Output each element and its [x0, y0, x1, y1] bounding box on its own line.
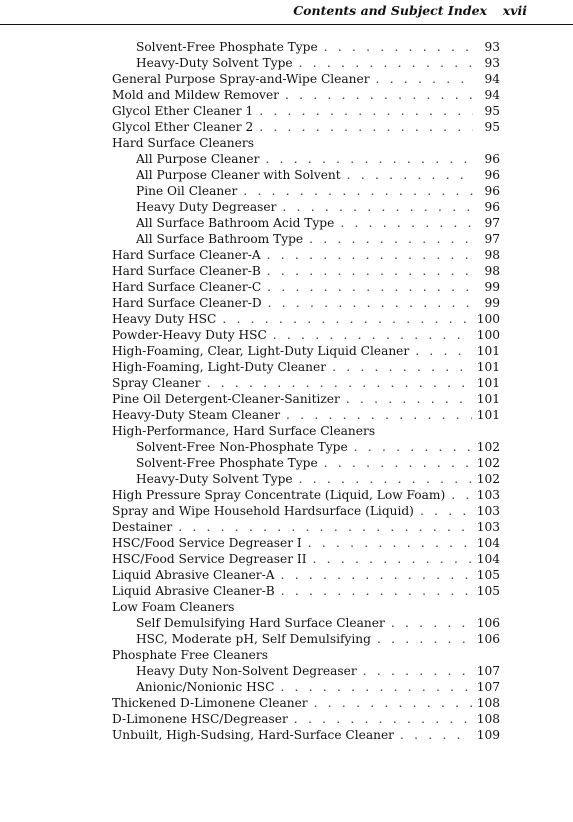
entry-title: All Purpose Cleaner [136, 152, 260, 166]
entry-title: Solvent-Free Phosphate Type [136, 456, 318, 470]
entry-title: Thickened D-Limonene Cleaner [112, 696, 308, 710]
dot-leader [340, 215, 473, 231]
entry-page-number: 93 [484, 40, 500, 54]
entry-title: HSC, Moderate pH, Self Demulsifying [136, 632, 371, 646]
entry-page-number: 100 [476, 328, 500, 342]
dot-leader [222, 311, 471, 327]
entry-title: Heavy-Duty Solvent Type [136, 472, 293, 486]
toc-section-heading [112, 647, 500, 663]
toc-entry [112, 199, 500, 215]
entry-title: Solvent-Free Non-Phosphate Type [136, 440, 348, 454]
entry-title: HSC/Food Service Degreaser II [112, 552, 307, 566]
entry-title: High Pressure Spray Concentrate (Liquid, Low Foam) [112, 488, 446, 502]
entry-page-number: 95 [484, 104, 500, 118]
dot-leader [314, 695, 472, 711]
toc-entry [112, 359, 500, 375]
dot-leader [294, 711, 472, 727]
toc-entry [112, 375, 500, 391]
dot-leader [265, 151, 473, 167]
entry-title: Heavy Duty Non-Solvent Degreaser [136, 664, 357, 678]
entry-page-number: 101 [476, 408, 500, 422]
entry-title: Phosphate Free Cleaners [112, 648, 268, 662]
entry-page-number: 96 [484, 152, 500, 166]
toc-entry [112, 439, 500, 455]
toc-section-heading [112, 599, 500, 615]
entry-page-number: 99 [484, 280, 500, 294]
toc-entry [112, 455, 500, 471]
entry-title: Glycol Ether Cleaner 1 [112, 104, 254, 118]
page-header [0, 0, 573, 25]
entry-title: Spray Cleaner [112, 376, 201, 390]
entry-page-number: 94 [484, 88, 500, 102]
entry-page-number: 104 [476, 536, 500, 550]
entry-title: Spray and Wipe Household Hardsurface (Liquid) [112, 504, 414, 518]
toc-entry [112, 407, 500, 423]
dot-leader [347, 167, 473, 183]
dot-leader [377, 631, 472, 647]
dot-leader [324, 455, 472, 471]
toc-entry [112, 663, 500, 679]
entry-page-number: 95 [484, 120, 500, 134]
dot-leader [268, 295, 473, 311]
entry-page-number: 101 [476, 392, 500, 406]
entry-page-number: 106 [476, 616, 500, 630]
entry-page-number: 97 [484, 232, 500, 246]
entry-title: General Purpose Spray-and-Wipe Cleaner [112, 72, 370, 86]
entry-page-number: 101 [476, 344, 500, 358]
entry-page-number: 107 [476, 664, 500, 678]
entry-page-number: 96 [484, 168, 500, 182]
toc-entry [112, 711, 500, 727]
toc-entry [112, 167, 500, 183]
toc-entry [112, 215, 500, 231]
entry-title: Solvent-Free Phosphate Type [136, 40, 318, 54]
entry-page-number: 98 [484, 248, 500, 262]
entry-title: Liquid Abrasive Cleaner-B [112, 584, 275, 598]
dot-leader [376, 71, 473, 87]
contents-list [112, 39, 500, 743]
dot-leader [363, 663, 472, 679]
dot-leader [332, 359, 472, 375]
toc-entry [112, 183, 500, 199]
header-page-number: xvii [502, 3, 527, 18]
entry-title: Pine Oil Detergent-Cleaner-Sanitizer [112, 392, 340, 406]
dot-leader [281, 567, 472, 583]
dot-leader [178, 519, 472, 535]
toc-entry [112, 519, 500, 535]
toc-entry [112, 567, 500, 583]
dot-leader [273, 327, 472, 343]
toc-entry [112, 71, 500, 87]
entry-title: All Surface Bathroom Acid Type [136, 216, 335, 230]
toc-entry [112, 151, 500, 167]
entry-title: Unbuilt, High-Sudsing, Hard-Surface Cleaner [112, 728, 395, 742]
entry-title: Liquid Abrasive Cleaner-A [112, 568, 275, 582]
dot-leader [324, 39, 473, 55]
toc-entry [112, 119, 500, 135]
entry-page-number: 93 [484, 56, 500, 70]
entry-page-number: 99 [484, 296, 500, 310]
toc-entry [112, 583, 500, 599]
dot-leader [207, 375, 472, 391]
entry-title: Hard Surface Cleaner-C [112, 280, 262, 294]
dot-leader [259, 103, 473, 119]
entry-page-number: 104 [476, 552, 500, 566]
toc-entry [112, 247, 500, 263]
entry-page-number: 102 [476, 472, 500, 486]
toc-entry [112, 55, 500, 71]
dot-leader [313, 551, 472, 567]
dot-leader [400, 727, 472, 743]
toc-entry [112, 503, 500, 519]
dot-leader [259, 119, 473, 135]
dot-leader [346, 391, 472, 407]
entry-title: Heavy Duty Degreaser [136, 200, 277, 214]
entry-page-number: 96 [484, 200, 500, 214]
entry-title: Powder-Heavy Duty HSC [112, 328, 267, 342]
toc-entry [112, 231, 500, 247]
entry-title: Pine Oil Cleaner [136, 184, 238, 198]
toc-entry [112, 615, 500, 631]
entry-title: Heavy Duty HSC [112, 312, 217, 326]
dot-leader [391, 615, 472, 631]
toc-entry [112, 327, 500, 343]
entry-title: Hard Surface Cleaners [112, 136, 254, 150]
entry-page-number: 107 [476, 680, 500, 694]
toc-entry [112, 343, 500, 359]
dot-leader [285, 87, 473, 103]
toc-entry [112, 551, 500, 567]
dot-leader [309, 231, 473, 247]
dot-leader [420, 503, 472, 519]
dot-leader [267, 247, 473, 263]
entry-title: HSC/Food Service Degreaser I [112, 536, 302, 550]
entry-title: High-Foaming, Light-Duty Cleaner [112, 360, 327, 374]
entry-page-number: 108 [476, 712, 500, 726]
toc-entry [112, 535, 500, 551]
toc-entry [112, 103, 500, 119]
entry-page-number: 108 [476, 696, 500, 710]
dot-leader [354, 439, 472, 455]
dot-leader [299, 55, 473, 71]
toc-entry [112, 631, 500, 647]
dot-leader [451, 487, 472, 503]
dot-leader [299, 471, 472, 487]
entry-page-number: 102 [476, 440, 500, 454]
entry-title: Mold and Mildew Remover [112, 88, 279, 102]
entry-title: Glycol Ether Cleaner 2 [112, 120, 254, 134]
entry-title: Hard Surface Cleaner-B [112, 264, 261, 278]
entry-title: High-Foaming, Clear, Light-Duty Liquid Cleaner [112, 344, 410, 358]
entry-page-number: 103 [476, 488, 500, 502]
entry-title: Heavy-Duty Solvent Type [136, 56, 293, 70]
entry-page-number: 94 [484, 72, 500, 86]
entry-title: Hard Surface Cleaner-D [112, 296, 262, 310]
dot-leader [267, 263, 473, 279]
header-title: Contents and Subject Index [293, 3, 487, 18]
entry-title: High-Performance, Hard Surface Cleaners [112, 424, 376, 438]
entry-title: Low Foam Cleaners [112, 600, 235, 614]
toc-entry [112, 279, 500, 295]
toc-entry [112, 295, 500, 311]
entry-title: Hard Surface Cleaner-A [112, 248, 261, 262]
dot-leader [267, 279, 473, 295]
entry-title: Self Demulsifying Hard Surface Cleaner [136, 616, 385, 630]
entry-title: Heavy-Duty Steam Cleaner [112, 408, 281, 422]
toc-entry [112, 263, 500, 279]
entry-page-number: 98 [484, 264, 500, 278]
toc-entry [112, 679, 500, 695]
entry-page-number: 103 [476, 504, 500, 518]
dot-leader [243, 183, 473, 199]
entry-page-number: 101 [476, 360, 500, 374]
entry-title: D-Limonene HSC/Degreaser [112, 712, 288, 726]
entry-page-number: 101 [476, 376, 500, 390]
dot-leader [308, 535, 472, 551]
entry-page-number: 106 [476, 632, 500, 646]
toc-entry [112, 391, 500, 407]
entry-page-number: 100 [476, 312, 500, 326]
toc-entry [112, 311, 500, 327]
toc-entry [112, 87, 500, 103]
toc-entry [112, 695, 500, 711]
entry-page-number: 105 [476, 584, 500, 598]
toc-entry [112, 471, 500, 487]
entry-page-number: 96 [484, 184, 500, 198]
dot-leader [415, 343, 472, 359]
entry-page-number: 97 [484, 216, 500, 230]
toc-entry [112, 727, 500, 743]
toc-section-heading [112, 135, 500, 151]
entry-title: Destainer [112, 520, 173, 534]
dot-leader [280, 679, 471, 695]
entry-title: All Surface Bathroom Type [136, 232, 304, 246]
entry-page-number: 105 [476, 568, 500, 582]
toc-entry [112, 487, 500, 503]
toc-section-heading [112, 423, 500, 439]
entry-title: Anionic/Nonionic HSC [136, 680, 275, 694]
dot-leader [286, 407, 472, 423]
toc-entry [112, 39, 500, 55]
entry-page-number: 102 [476, 456, 500, 470]
entry-title: All Purpose Cleaner with Solvent [136, 168, 341, 182]
entry-page-number: 103 [476, 520, 500, 534]
dot-leader [281, 583, 472, 599]
dot-leader [282, 199, 473, 215]
entry-page-number: 109 [476, 728, 500, 742]
